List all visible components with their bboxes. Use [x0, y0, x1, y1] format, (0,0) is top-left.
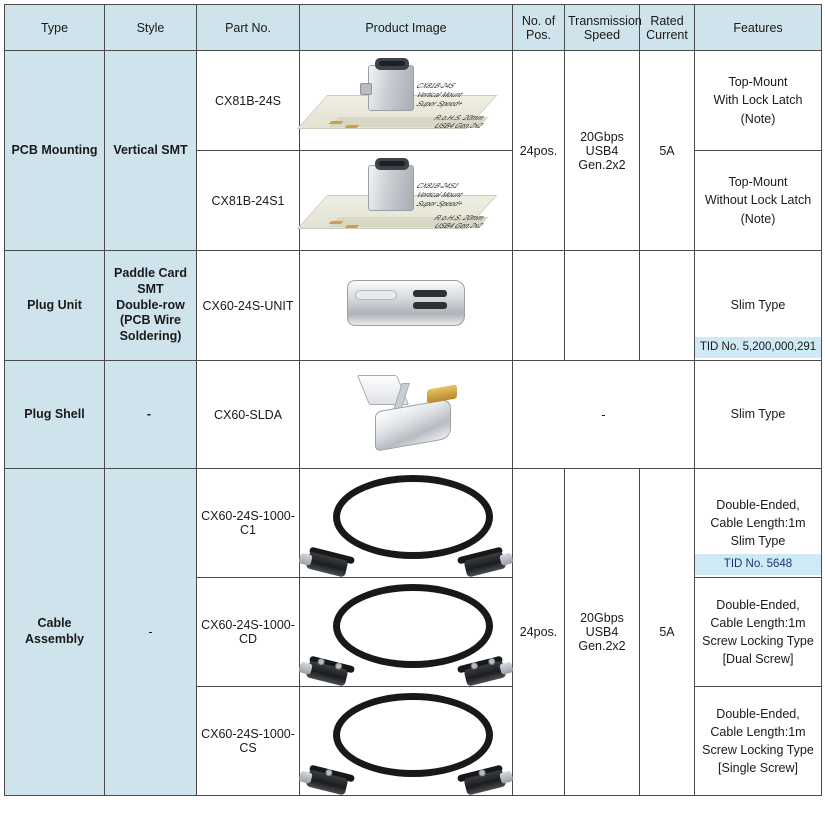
- feature-line1: Top-Mount: [728, 75, 788, 90]
- header-no-of-pos-line2: Pos.: [525, 27, 551, 42]
- plug-shell-body: [347, 280, 465, 326]
- style-line4: (PCB Wire: [119, 313, 181, 328]
- speed-line2: USB4: [585, 143, 619, 158]
- type-label-line1: PCB Mounting: [11, 142, 98, 157]
- feature-line1: Top-Mount: [728, 175, 788, 190]
- plug-unit-illustration: [341, 270, 471, 342]
- cable-loop: [333, 693, 493, 777]
- product-image-cable-plain: [303, 471, 509, 575]
- header-transmission-speed: [565, 5, 640, 51]
- header-transmission-line1: Transmission: [568, 13, 642, 28]
- cell-product-image: [300, 687, 513, 796]
- image-label-mount: Vertical Mount: [413, 91, 465, 99]
- pcb-pad: [329, 221, 344, 224]
- cell-style-dash: -: [105, 361, 197, 469]
- header-no-of-pos-line1: No. of: [521, 13, 556, 28]
- cell-product-image: [300, 251, 513, 361]
- image-label-part: CX81B-24S: [413, 82, 457, 90]
- feature-line4: [Single Screw]: [718, 761, 798, 776]
- tid-badge: TID No. 5648: [695, 554, 821, 575]
- speed-line1: 20Gbps: [580, 129, 624, 144]
- image-label-rohs: R.o.H.S. 20mm: [431, 114, 486, 122]
- cell-product-image: [300, 51, 513, 151]
- table-header-row: [5, 5, 822, 51]
- header-type: Type: [5, 5, 105, 51]
- cell-style-dash: -: [105, 469, 197, 796]
- plug-shell-illustration: [351, 373, 461, 457]
- speed-line3: Gen.2x2: [578, 639, 626, 653]
- style-line3: Double-row: [116, 297, 185, 312]
- image-label-usb: USB4 Gen.2x2: [431, 222, 485, 230]
- image-label-speed: Super Speed+: [413, 100, 465, 108]
- cell-product-image: [300, 151, 513, 251]
- cell-part-no: CX60-SLDA: [197, 361, 300, 469]
- cell-part-no: CX81B-24S: [197, 51, 300, 151]
- cell-part-no: CX60-24S-UNIT: [197, 251, 300, 361]
- table-row: [5, 251, 822, 361]
- header-rated-line1: Rated: [650, 13, 684, 28]
- cell-speed-dash: -: [513, 361, 695, 469]
- cell-part-no: CX60-24S-1000-CD: [197, 578, 300, 687]
- style-line1: Paddle Card: [114, 266, 187, 281]
- locking-screw: [470, 662, 478, 670]
- pcb-pad: [345, 225, 360, 228]
- cable-illustration: [303, 580, 509, 684]
- locking-screw: [478, 769, 486, 777]
- cell-features: [695, 251, 822, 361]
- feature-line3: (Note): [740, 111, 776, 126]
- connector-body: [368, 65, 414, 111]
- feature-line2: Cable Length:1m: [710, 515, 806, 530]
- feature-line1: Double-Ended,: [716, 597, 800, 612]
- cable-connector-left: [306, 660, 349, 686]
- cell-transmission-speed: [565, 51, 640, 251]
- connector-tip: [499, 552, 513, 566]
- contact-slot: [413, 290, 447, 297]
- image-label-mount: Vertical Mount: [413, 191, 465, 199]
- cable-loop: [333, 584, 493, 668]
- header-transmission-line2: Speed: [583, 27, 621, 42]
- paddle-card-tongue: [355, 290, 397, 300]
- feature-line1: Slim Type: [730, 298, 786, 313]
- pcb-pad: [329, 121, 344, 124]
- tid-badge: TID No. 5,200,000,291: [695, 337, 821, 358]
- product-image-pcb-without-latch: [303, 153, 509, 248]
- cell-part-no: CX60-24S-1000-C1: [197, 469, 300, 578]
- style-line5: Soldering): [119, 328, 182, 343]
- image-label-usb: USB4 Gen.2x2: [431, 122, 485, 130]
- locking-screw: [488, 657, 496, 665]
- image-label-rohs: R.o.H.S. 20mm: [431, 214, 486, 222]
- connector-body: [368, 165, 414, 211]
- style-label: Vertical SMT: [113, 142, 188, 157]
- feature-line4: [Dual Screw]: [722, 652, 794, 667]
- cell-type-plug-unit: Plug Unit: [5, 251, 105, 361]
- cell-rated-current: 5A: [640, 51, 695, 251]
- header-features: Features: [695, 5, 822, 51]
- cell-product-image: [300, 578, 513, 687]
- shell-gold-contact: [427, 384, 457, 403]
- cell-features: [695, 687, 822, 796]
- cell-no-of-pos: 24pos.: [513, 51, 565, 251]
- cell-type-pcb-mounting: [5, 51, 105, 251]
- cell-no-of-pos: 24pos.: [513, 469, 565, 796]
- cell-rated-current: 5A: [640, 469, 695, 796]
- cell-style-vertical-smt: [105, 51, 197, 251]
- product-image-plug-unit: [303, 253, 509, 358]
- pcb-pad: [345, 125, 360, 128]
- contact-slot: [413, 302, 447, 309]
- connector-tip: [299, 661, 313, 675]
- header-no-of-pos: [513, 5, 565, 51]
- product-image-cable-dual-screw: [303, 580, 509, 684]
- product-spec-table: [4, 4, 822, 796]
- pcb-connector-illustration: [306, 59, 506, 143]
- header-style: Style: [105, 5, 197, 51]
- feature-line3: (Note): [740, 211, 776, 226]
- feature-line3: Slim Type: [730, 534, 786, 549]
- cell-features: [695, 361, 822, 469]
- feature-line2: With Lock Latch: [713, 93, 803, 108]
- feature-line1: Slim Type: [730, 407, 786, 422]
- locking-screw: [325, 768, 333, 776]
- feature-line3: Screw Locking Type: [702, 634, 814, 648]
- cell-features: [695, 469, 822, 578]
- cell-transmission-speed: [565, 251, 640, 361]
- connector-tip: [499, 661, 513, 675]
- table-row: [5, 361, 822, 469]
- pcb-connector-illustration: [306, 159, 506, 243]
- product-image-pcb-with-latch: [303, 53, 509, 148]
- feature-line2: Without Lock Latch: [704, 193, 812, 208]
- image-label-part: CX81B-24S1: [413, 182, 461, 190]
- speed-line3: Gen.2x2: [578, 157, 626, 172]
- product-image-plug-shell: [303, 363, 509, 466]
- cell-part-no: CX81B-24S1: [197, 151, 300, 251]
- connector-tip: [499, 770, 513, 784]
- lock-latch: [360, 83, 372, 95]
- feature-line2: Cable Length:1m: [710, 615, 806, 630]
- cell-features: [695, 578, 822, 687]
- cell-part-no: CX60-24S-1000-CS: [197, 687, 300, 796]
- speed-line2: USB4: [585, 625, 619, 639]
- feature-line2: Cable Length:1m: [710, 724, 806, 739]
- shell-main-body: [375, 398, 451, 451]
- cell-product-image: [300, 361, 513, 469]
- style-line2: SMT: [137, 282, 164, 297]
- cell-rated-current: [640, 251, 695, 361]
- cable-illustration: [303, 689, 509, 793]
- header-part-no: Part No.: [197, 5, 300, 51]
- connector-tip: [299, 552, 313, 566]
- table-row: [5, 469, 822, 578]
- cell-type-cable-assembly: Cable Assembly: [5, 469, 105, 796]
- feature-line3: Screw Locking Type: [702, 743, 814, 757]
- cell-features: [695, 151, 822, 251]
- cable-loop: [333, 475, 493, 559]
- connector-tip: [299, 770, 313, 784]
- cell-transmission-speed: [565, 469, 640, 796]
- cell-features: [695, 51, 822, 151]
- cell-type-plug-shell: Plug Shell: [5, 361, 105, 469]
- cell-product-image: [300, 469, 513, 578]
- image-label-speed: Super Speed+: [413, 200, 465, 208]
- header-rated-current: [640, 5, 695, 51]
- feature-line1: Double-Ended,: [716, 706, 800, 721]
- locking-screw: [317, 657, 325, 665]
- speed-line1: 20Gbps: [580, 611, 624, 625]
- product-image-cable-single-screw: [303, 689, 509, 793]
- table-row: [5, 51, 822, 151]
- cell-style-paddle-card: [105, 251, 197, 361]
- header-rated-line2: Current: [646, 27, 688, 42]
- header-product-image: Product Image: [300, 5, 513, 51]
- feature-line1: Double-Ended,: [716, 497, 800, 512]
- locking-screw: [334, 662, 342, 670]
- cell-no-of-pos: [513, 251, 565, 361]
- cable-connector-right: [464, 660, 507, 686]
- cable-illustration: [303, 471, 509, 575]
